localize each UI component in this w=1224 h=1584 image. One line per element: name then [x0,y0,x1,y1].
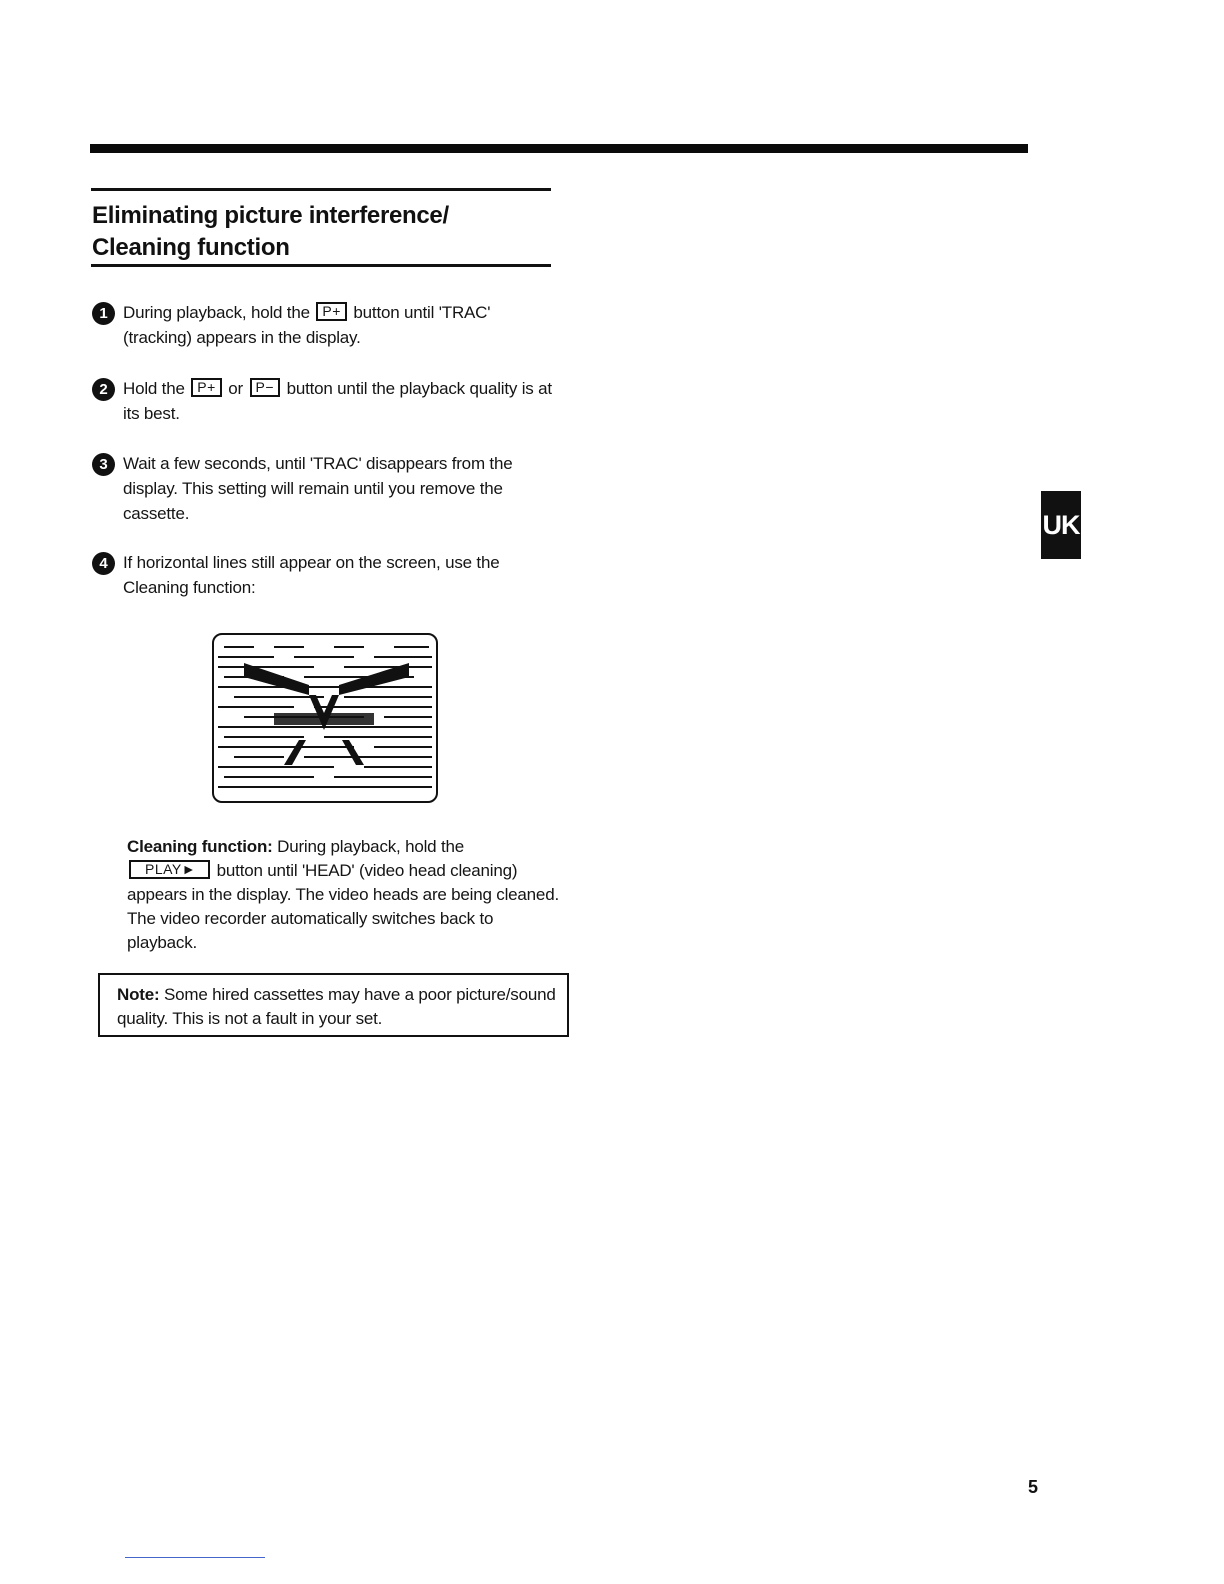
step-text: If horizontal lines still appear on the screen, use the Cleaning function: [123,553,500,597]
step-4 [92,550,562,600]
step-text: Wait a few seconds, until 'TRAC' disappears from the display. This setting will remain until you remove the cassette. [123,454,513,523]
step-text [123,376,562,426]
section-title [92,200,552,264]
step-2 [92,376,562,426]
step-number-badge: 1 [92,302,115,325]
step-number-badge: 2 [92,378,115,401]
note-text: Some hired cassettes may have a poor picture/sound quality. This is not a fault in your set. [117,985,556,1028]
page-number: 5 [1028,1477,1039,1497]
section-title-line-2: Cleaning function [92,234,290,261]
cleaning-label: Cleaning function: [127,837,273,856]
cleaning-after-key: button until 'HEAD' (video head cleaning) appears in the display. The video heads are being cleaned. The video recorder automatically switches back to playback. [127,861,559,952]
cleaning-function-paragraph [127,835,567,955]
p-plus-key-label: P+ [316,302,347,321]
title-rule-bottom [91,264,551,267]
play-key-label: PLAY► [129,860,210,879]
step-text [123,300,562,350]
title-rule-top [91,188,551,191]
note-box [98,973,569,1037]
p-plus-key-label: P+ [191,378,222,397]
step-text-after-key: button until 'TRAC' (tracking) appears in the display. [123,303,491,347]
top-rule [90,144,1028,153]
cleaning-before-key: During playback, hold the [277,837,464,856]
language-tab-uk: UK [1041,491,1081,559]
step-1 [92,300,562,350]
step-number-badge: 3 [92,453,115,476]
step-text-after-key: button until the playback quality is at its best. [123,379,552,423]
step-text-between-keys: or [228,379,244,398]
section-title-line-1: Eliminating picture interference/ [92,202,449,229]
note-label: Note: [117,985,160,1004]
interference-lines-graphic [214,635,436,801]
interference-illustration [212,633,438,803]
step-text-before-key: Hold the [123,379,185,398]
p-minus-key-label: P− [250,378,281,397]
footer-line [125,1557,265,1558]
step-number-badge: 4 [92,552,115,575]
step-3 [92,451,562,526]
step-text-before-key: During playback, hold the [123,303,310,322]
